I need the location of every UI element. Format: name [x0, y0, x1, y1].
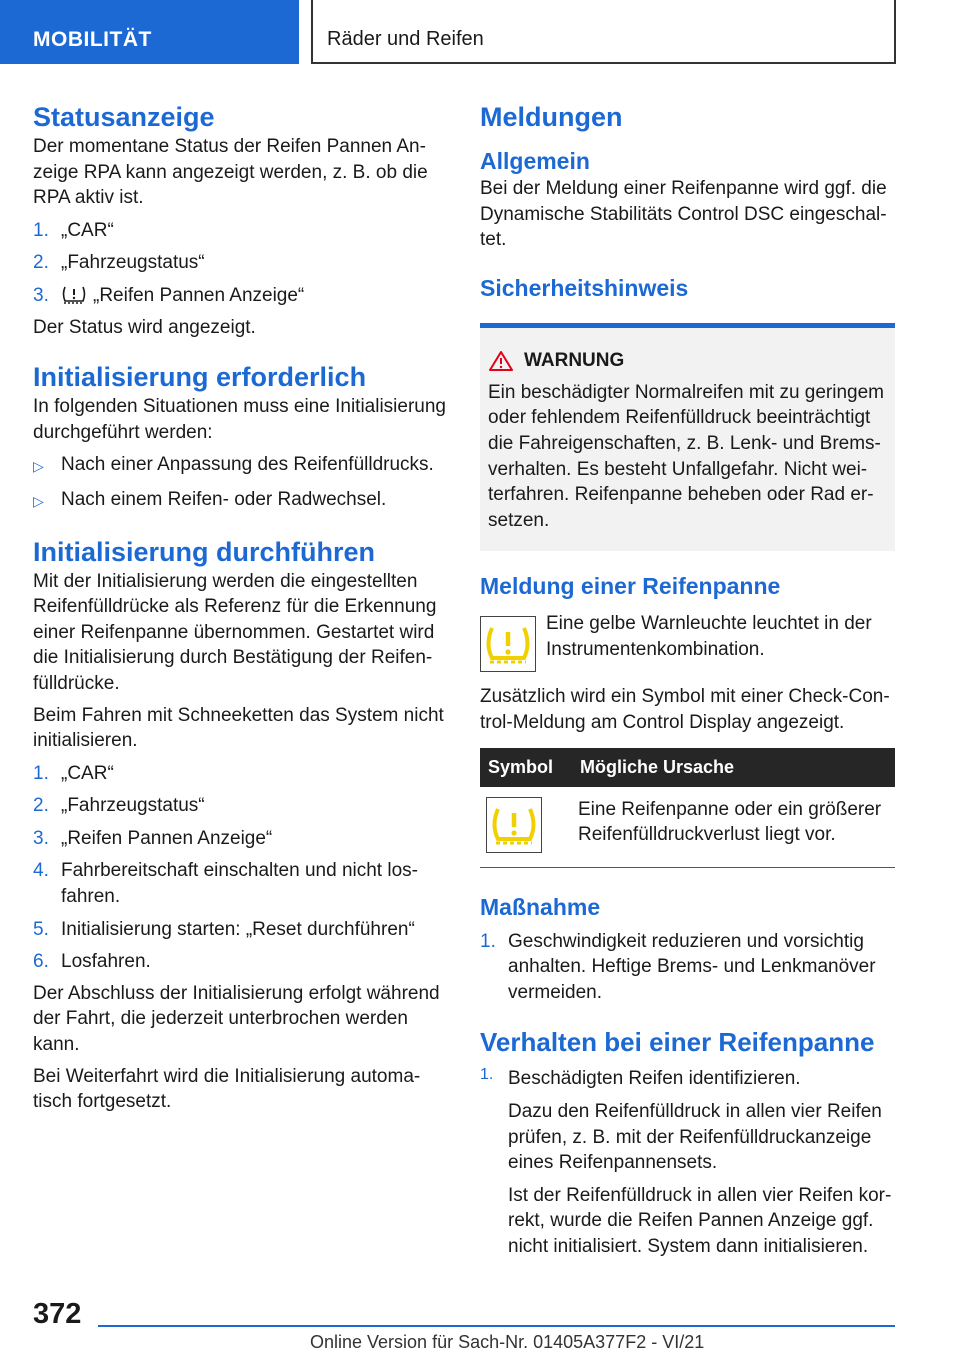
footer-text: Online Version für Sach-Nr. 01405A377F2 - VI/21	[310, 1332, 705, 1352]
verhalten-sub1: Dazu den Reifenfülldruck in allen vier Reifen prüfen, z. B. mit der Reifenfülldruckanzeige eines Reifenpannensets.	[508, 1100, 882, 1174]
bullet-triangle-icon: ▷	[33, 492, 44, 509]
table-header-row	[480, 748, 895, 787]
init-do-p4: Bei Weiterfahrt wird die Initialisierung automa- tisch fortgesetzt.	[33, 1065, 421, 1113]
heading-statusanzeige: Statusanzeige	[33, 102, 215, 132]
warning-text: Ein beschädigter Normalreifen mit zu geringem oder fehlendem Reifenfülldruck beeinträchtigt die Fahreigenschaften, z. B. Lenk- und Brems- verhalten. Es besteht Unfallgefahr. Nicht wei- terfahren. Reifenpanne beheben oder Rad er- setzen.	[488, 381, 885, 531]
verhalten-step-text: Beschädigten Reifen identifizieren.	[508, 1068, 801, 1090]
init-required-bullets	[33, 452, 448, 514]
tire-pressure-icon	[61, 284, 87, 304]
page-number: 372	[33, 1298, 82, 1330]
warning-lamp-row	[480, 611, 895, 672]
table-header-symbol: Symbol	[480, 748, 572, 787]
status-after: Der Status wird angezeigt.	[33, 316, 256, 338]
heading-init-do: Initialisierung durchführen	[33, 536, 376, 567]
massnahme-steps	[480, 929, 895, 1006]
heading-verhalten: Verhalten bei einer Reifenpanne	[480, 1027, 875, 1058]
warning-box	[480, 323, 895, 552]
status-intro: Der momentane Status der Reifen Pannen An- zeige RPA kann angezeigt werden, z. B. ob die RPA aktiv ist.	[33, 136, 428, 209]
list-item: 1. „CAR“	[33, 219, 114, 241]
table-cell-symbol	[480, 787, 572, 868]
footer-divider	[98, 1325, 895, 1327]
heading-init-required: Initialisierung erforderlich	[33, 362, 367, 393]
list-item: 4. Fahrbereitschaft einschalten und nicht los- fahren.	[33, 860, 418, 908]
warning-lamp-text: Eine gelbe Warnleuchte leuchtet in der Instrumentenkombination.	[546, 613, 872, 660]
warning-label: WARNUNG	[524, 349, 625, 371]
verhalten-step: 1. Beschädigten Reifen identifizieren. Dazu den Reifenfülldruck in allen vier Reifen prüfen, z. B. mit der Reifenfülldruckanzeige eines Reifenpannensets. Ist der Reifenfülldruck in allen vier Reifen kor- rekt, wurde die Reifen Pannen Anzeige ggf. nicht initialisiert. System dann initialisieren.	[480, 1066, 895, 1259]
heading-allgemein: Allgemein	[480, 148, 590, 174]
tire-warning-symbol-icon	[486, 797, 542, 853]
init-do-p3: Der Abschluss der Initialisierung erfolgt während der Fahrt, die jederzeit unterbrochen werden kann.	[33, 982, 440, 1056]
bullet-triangle-icon: ▷	[33, 458, 44, 475]
list-item: 2. „Fahrzeugstatus“	[33, 252, 205, 274]
heading-meldungen: Meldungen	[480, 102, 623, 132]
list-item: 1. Geschwindigkeit reduzieren und vorsichtig anhalten. Heftige Brems- und Lenkmanöver vermeiden.	[480, 930, 876, 1003]
panne-text: Zusätzlich wird ein Symbol mit einer Check-Con- trol-Meldung am Control Display angezeigt.	[480, 686, 890, 733]
list-item: 6. Losfahren.	[33, 951, 151, 973]
list-item: ▷ Nach einer Anpassung des Reifenfülldrucks.	[33, 452, 448, 480]
heading-meldung-reifenpanne: Meldung einer Reifenpanne	[480, 573, 781, 600]
right-column	[480, 100, 895, 1259]
warning-triangle-icon	[488, 350, 514, 372]
init-do-p1: Mit der Initialisierung werden die eingestellten Reifenfülldrücke als Referenz für die Erkennung einer Reifenpanne übernommen. Gestartet wird die Initialisierung durch Bestätigung der Reifen- fülldrücke.	[33, 570, 437, 694]
left-column	[33, 100, 448, 1115]
symbol-table	[480, 748, 895, 868]
init-required-intro: In folgenden Situationen muss eine Initialisierung durchgeführt werden:	[33, 396, 446, 443]
table-header-cause: Mögliche Ursache	[572, 748, 895, 787]
list-item: 5. Initialisierung starten: „Reset durchführen“	[33, 918, 415, 940]
list-item: 1. „CAR“	[33, 762, 114, 784]
list-item: 3. „Reifen Pannen Anzeige“	[33, 827, 273, 849]
heading-sicherheitshinweis: Sicherheitshinweis	[480, 274, 689, 301]
table-cell-cause: Eine Reifenpanne oder ein größerer Reifenfülldruckverlust liegt vor.	[572, 787, 895, 868]
list-item: 2. „Fahrzeugstatus“	[33, 795, 205, 817]
heading-massnahme: Maßnahme	[480, 893, 601, 920]
list-item: ▷ Nach einem Reifen- oder Radwechsel.	[33, 487, 448, 515]
status-steps	[33, 218, 448, 309]
allgemein-text: Bei der Meldung einer Reifenpanne wird ggf. die Dynamische Stabilitäts Control DSC eingeschal- tet.	[480, 178, 887, 251]
verhalten-sub2: Ist der Reifenfülldruck in allen vier Reifen kor- rekt, wurde die Reifen Pannen Anzeige ggf. nicht initialisiert. System dann initialisieren.	[508, 1184, 892, 1257]
list-item: 3. „Reifen Pannen Anzeige“	[33, 284, 305, 306]
tire-warning-lamp-icon	[480, 616, 536, 672]
table-row	[480, 787, 895, 868]
header-section: MOBILITÄT	[0, 0, 299, 64]
init-do-steps	[33, 761, 448, 975]
header-title: Räder und Reifen	[311, 0, 896, 64]
warning-header	[488, 350, 887, 372]
init-do-p2: Beim Fahren mit Schneeketten das System nicht initialisieren.	[33, 704, 444, 752]
